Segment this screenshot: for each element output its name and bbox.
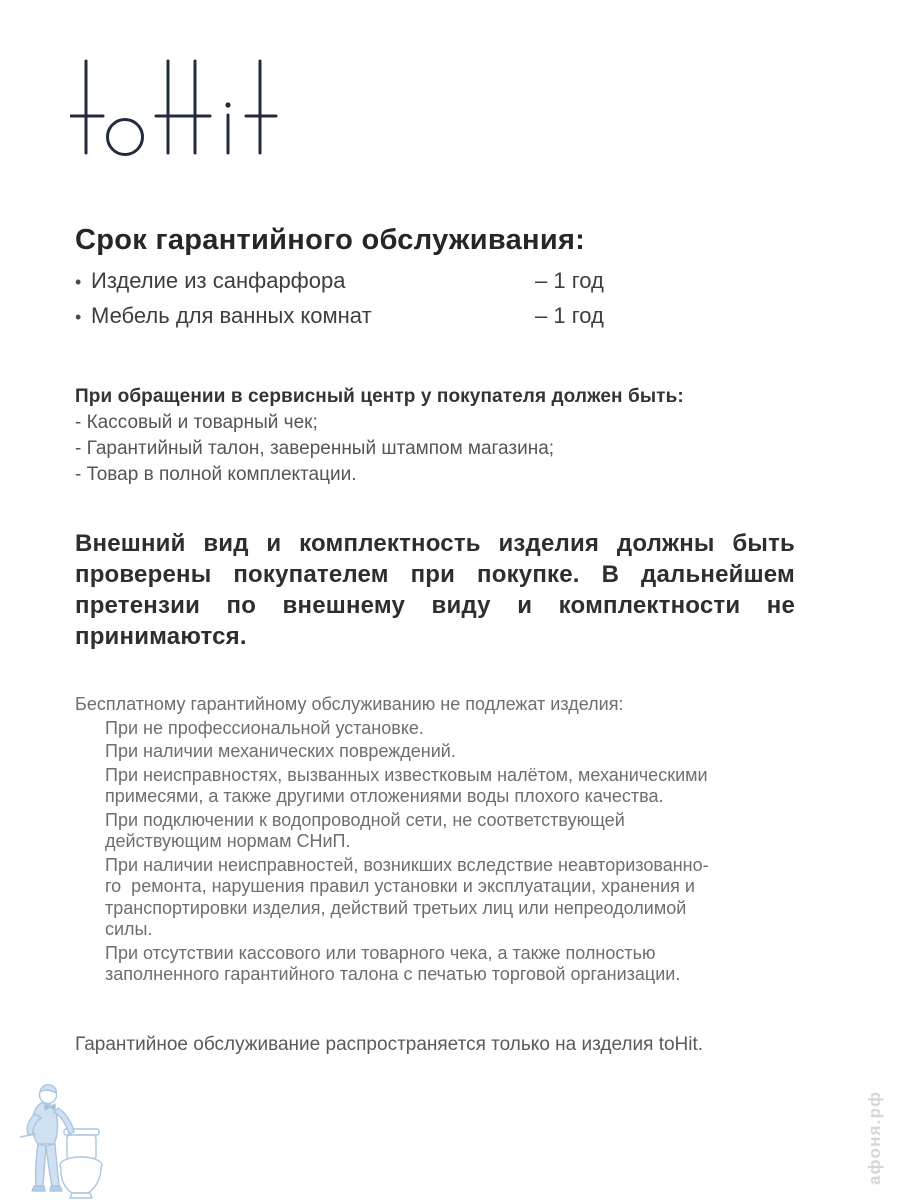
warranty-term-row (75, 264, 795, 299)
warranty-term-label: Изделие из санфарфора (91, 268, 346, 293)
warranty-term-label: Мебель для ванных комнат (91, 303, 372, 328)
service-requirement-item: - Товар в полной комплектации. (75, 464, 357, 485)
warranty-term-value: – 1 год (535, 268, 604, 293)
service-requirements-section (75, 384, 795, 488)
exclusion-item: При наличии неисправностей, возникших вследствие неавторизованно- го ремонта, нарушения правил установки и эксплуатации, хранения и транспортировки изделия, действий третьих лиц или непреодолимой силы. (105, 854, 709, 939)
exclusions-section (75, 694, 800, 988)
service-requirements-heading: При обращении в сервисный центр у покупателя должен быть: (75, 386, 684, 407)
inspection-notice-paragraph: Внешний вид и комплектность изделия должны быть проверены покупателем при покупке. В дальнейшем претензии по внешнему виду и комплектности не принимаются. (75, 530, 795, 650)
bullet-icon: • (75, 307, 82, 327)
exclusion-item: При отсутствии кассового или товарного чека, а также полностью заполненного гарантийного талона с печатью торговой организации. (105, 942, 681, 984)
exclusion-item: При неисправностях, вызванных известковым налётом, механическими примесями, а также другими отложениями воды плохого качества. (105, 764, 708, 806)
service-requirement-item: - Гарантийный талон, заверенный штампом магазина; (75, 438, 555, 459)
plumber-watermark-icon (14, 1082, 116, 1200)
exclusion-item: При наличии механических повреждений. (105, 741, 456, 761)
warranty-period-heading: Срок гарантийного обслуживания: (75, 224, 586, 256)
exclusions-heading: Бесплатному гарантийному обслуживанию не подлежат изделия: (75, 694, 624, 714)
warranty-term-value: – 1 год (535, 303, 604, 328)
bullet-icon: • (75, 272, 82, 292)
exclusion-item: При подключении к водопроводной сети, не соответствующей действующим нормам СНиП. (105, 809, 625, 851)
warranty-terms-list (75, 264, 795, 334)
service-requirement-item: - Кассовый и товарный чек; (75, 412, 318, 433)
brand-logo-icon (70, 58, 282, 164)
warranty-term-row (75, 299, 795, 334)
footer-note: Гарантийное обслуживание распространяется только на изделия toHit. (75, 1034, 704, 1055)
exclusion-item: При не профессиональной установке. (105, 717, 424, 738)
site-watermark: афоня.рф (865, 1090, 884, 1185)
